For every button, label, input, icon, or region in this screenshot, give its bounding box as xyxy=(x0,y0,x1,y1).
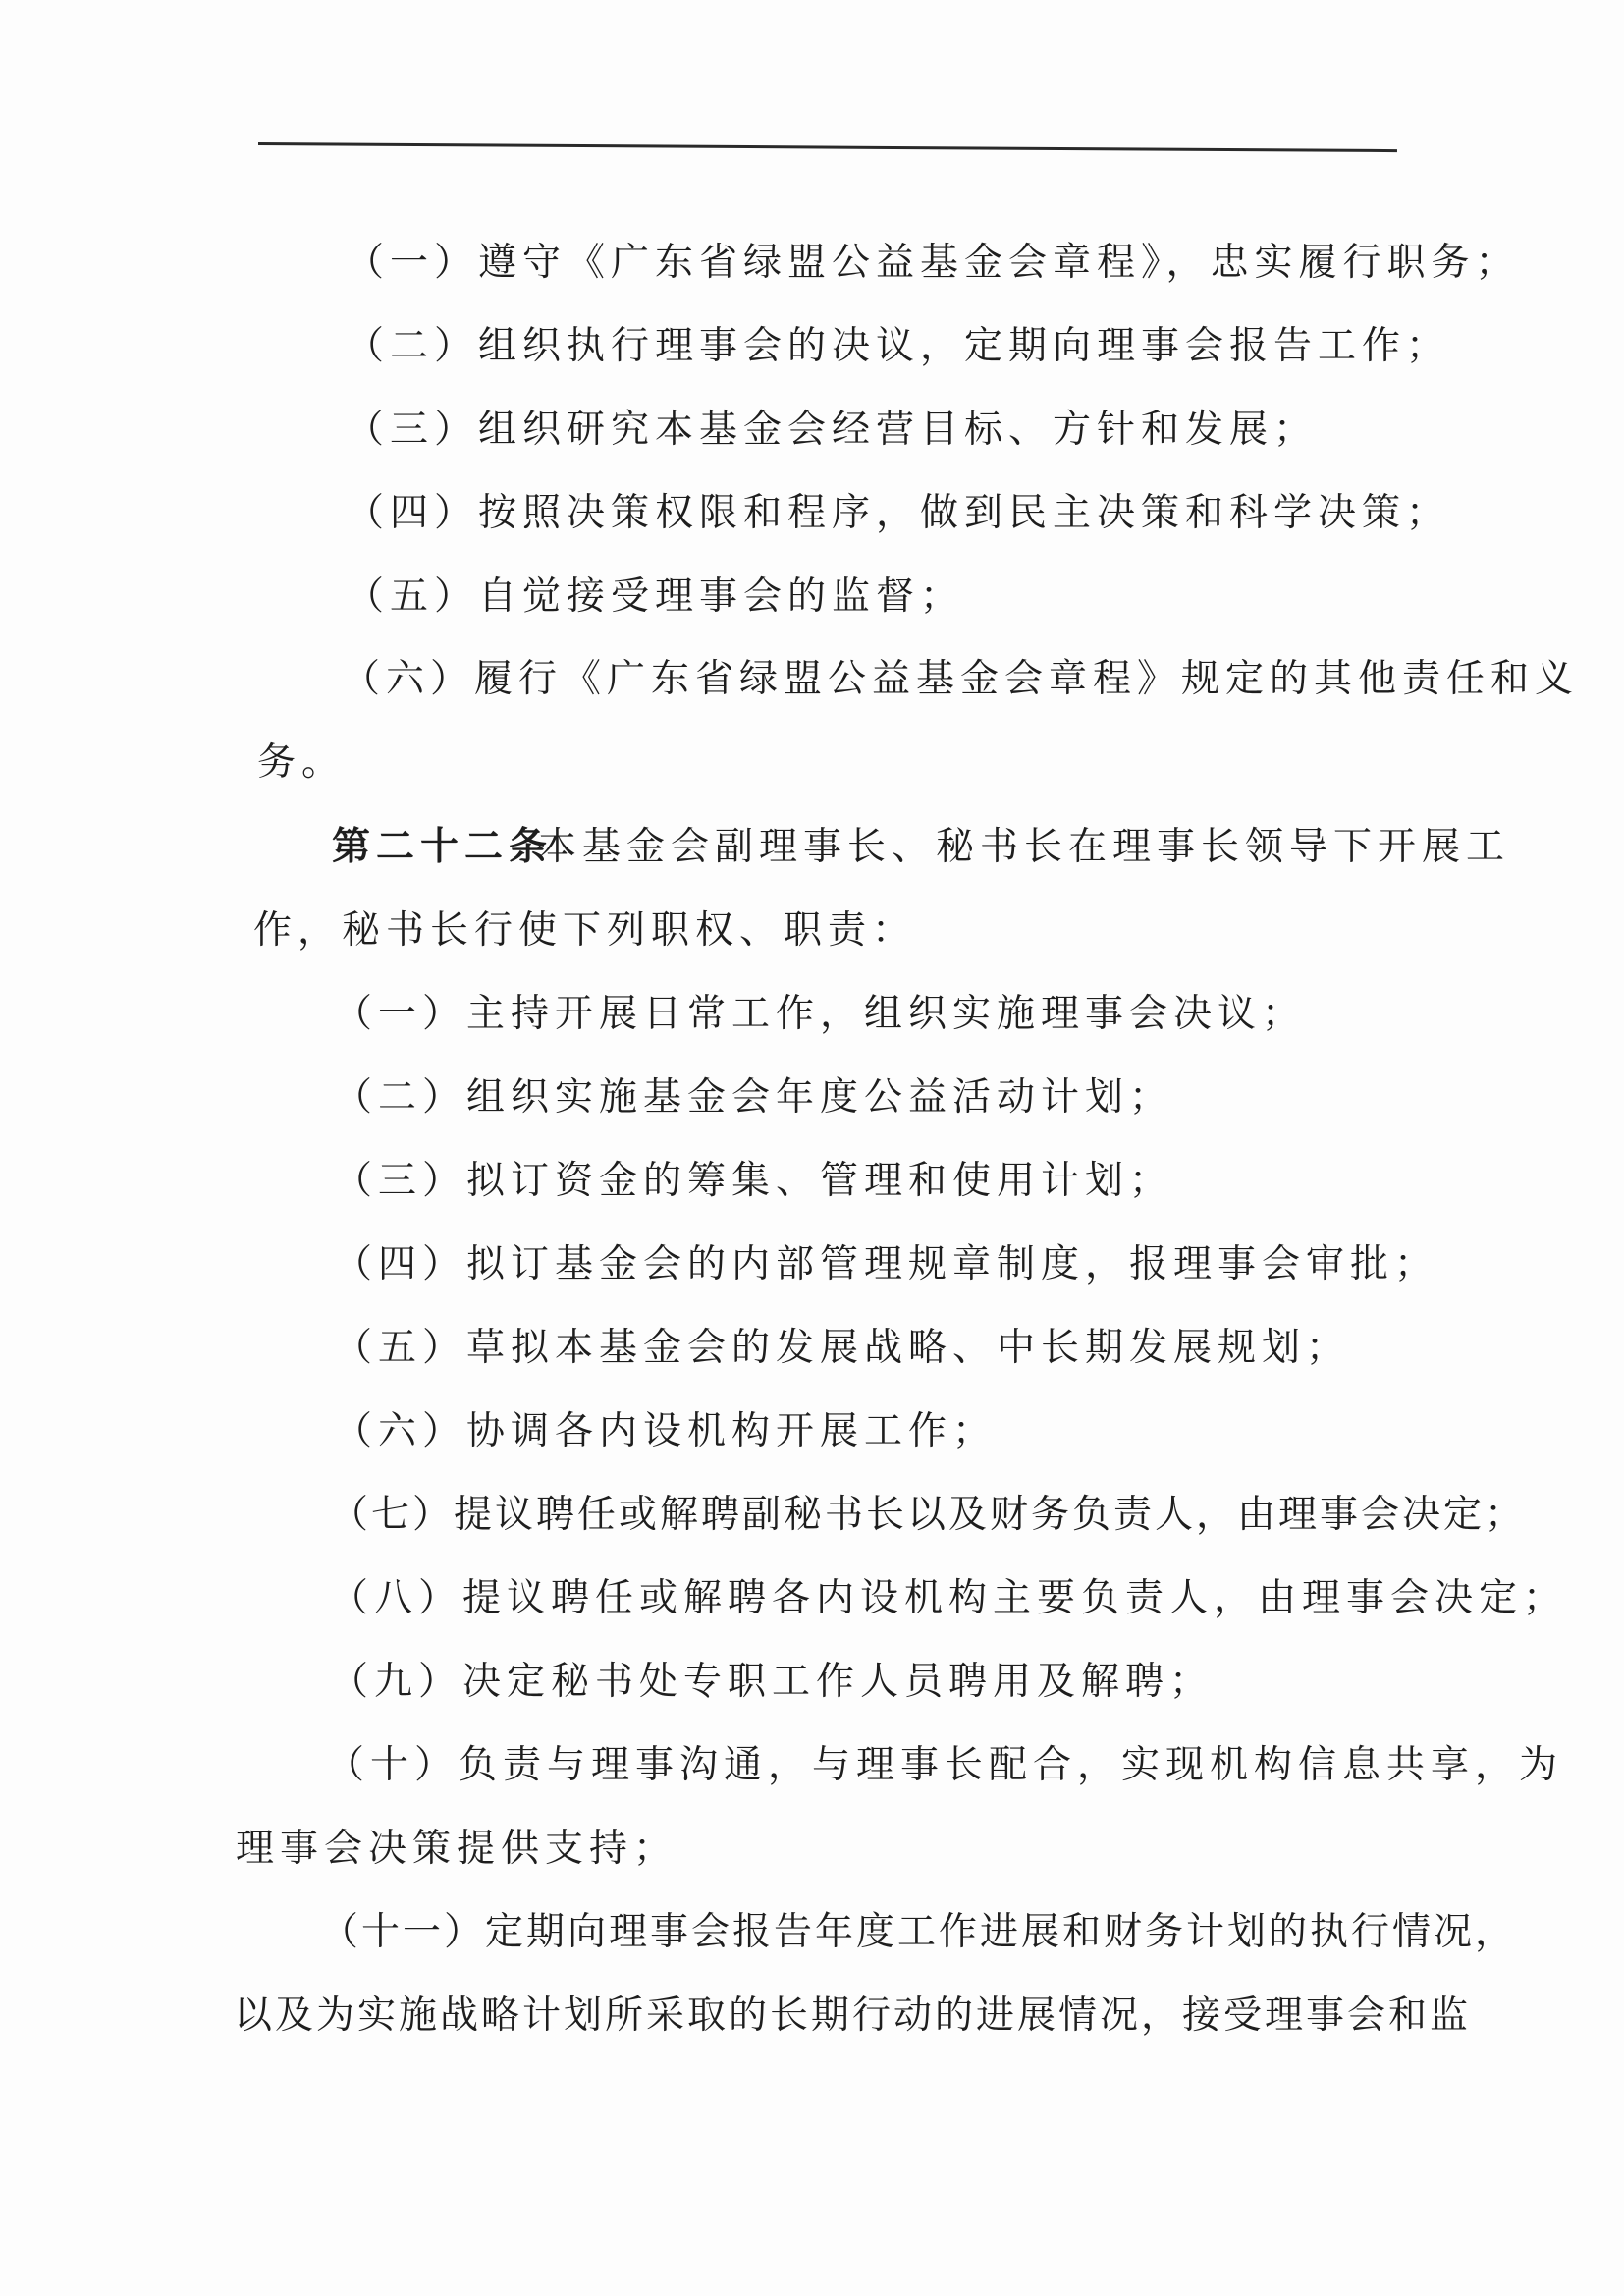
article-22-heading: 第二十二条 xyxy=(332,824,554,869)
duty-item-1: （一）遵守《广东省绿盟公益基金会章程》，忠实履行职务； xyxy=(346,241,1520,285)
duty-item-6: （六）履行《广东省绿盟公益基金会章程》规定的其他责任和义 xyxy=(342,657,1580,701)
article-22-intro: 本基金会副理事长、秘书长在理事长领导下开展工 xyxy=(538,825,1511,869)
duty-item-4: （四）按照决策权限和程序，做到民主决策和科学决策； xyxy=(346,491,1451,535)
secretary-duty-2: （二）组织实施基金会年度公益活动计划； xyxy=(334,1075,1174,1120)
secretary-duty-6: （六）协调各内设机构开展工作； xyxy=(334,1409,998,1453)
secretary-duty-11: （十一）定期向理事会报告年度工作进展和财务计划的执行情况， xyxy=(320,1910,1517,1954)
secretary-duty-4: （四）拟订基金会的内部管理规章制度，报理事会审批； xyxy=(334,1242,1439,1286)
duty-item-5: （五）自觉接受理事会的监督； xyxy=(346,574,965,619)
secretary-duty-7: （七）提议聘任或解聘副秘书长以及财务负责人，由理事会决定； xyxy=(330,1493,1527,1537)
header-rule xyxy=(258,142,1397,152)
secretary-duty-11-continued: 以及为实施战略计划所采取的长期行动的进展情况，接受理事会和监 xyxy=(234,1994,1472,2038)
secretary-duty-10-continued: 理事会决策提供支持； xyxy=(236,1827,678,1871)
secretary-duty-3: （三）拟订资金的筹集、管理和使用计划； xyxy=(334,1159,1174,1203)
duty-item-3: （三）组织研究本基金会经营目标、方针和发展； xyxy=(346,408,1319,452)
secretary-duty-10: （十）负责与理事沟通，与理事长配合，实现机构信息共享，为 xyxy=(326,1743,1564,1787)
duty-item-2: （二）组织执行理事会的决议，定期向理事会报告工作； xyxy=(346,324,1451,368)
secretary-duty-5: （五）草拟本基金会的发展战略、中长期发展规划； xyxy=(334,1326,1351,1370)
secretary-duty-9: （九）决定秘书处专职工作人员聘用及解聘； xyxy=(330,1660,1215,1704)
article-22-intro-continued: 作，秘书长行使下列职权、职责： xyxy=(253,908,917,953)
duty-item-6-continued: 务。 xyxy=(257,740,347,785)
secretary-duty-8: （八）提议聘任或解聘各内设机构主要负责人，由理事会决定； xyxy=(330,1576,1568,1620)
secretary-duty-1: （一）主持开展日常工作，组织实施理事会决议； xyxy=(334,992,1307,1036)
